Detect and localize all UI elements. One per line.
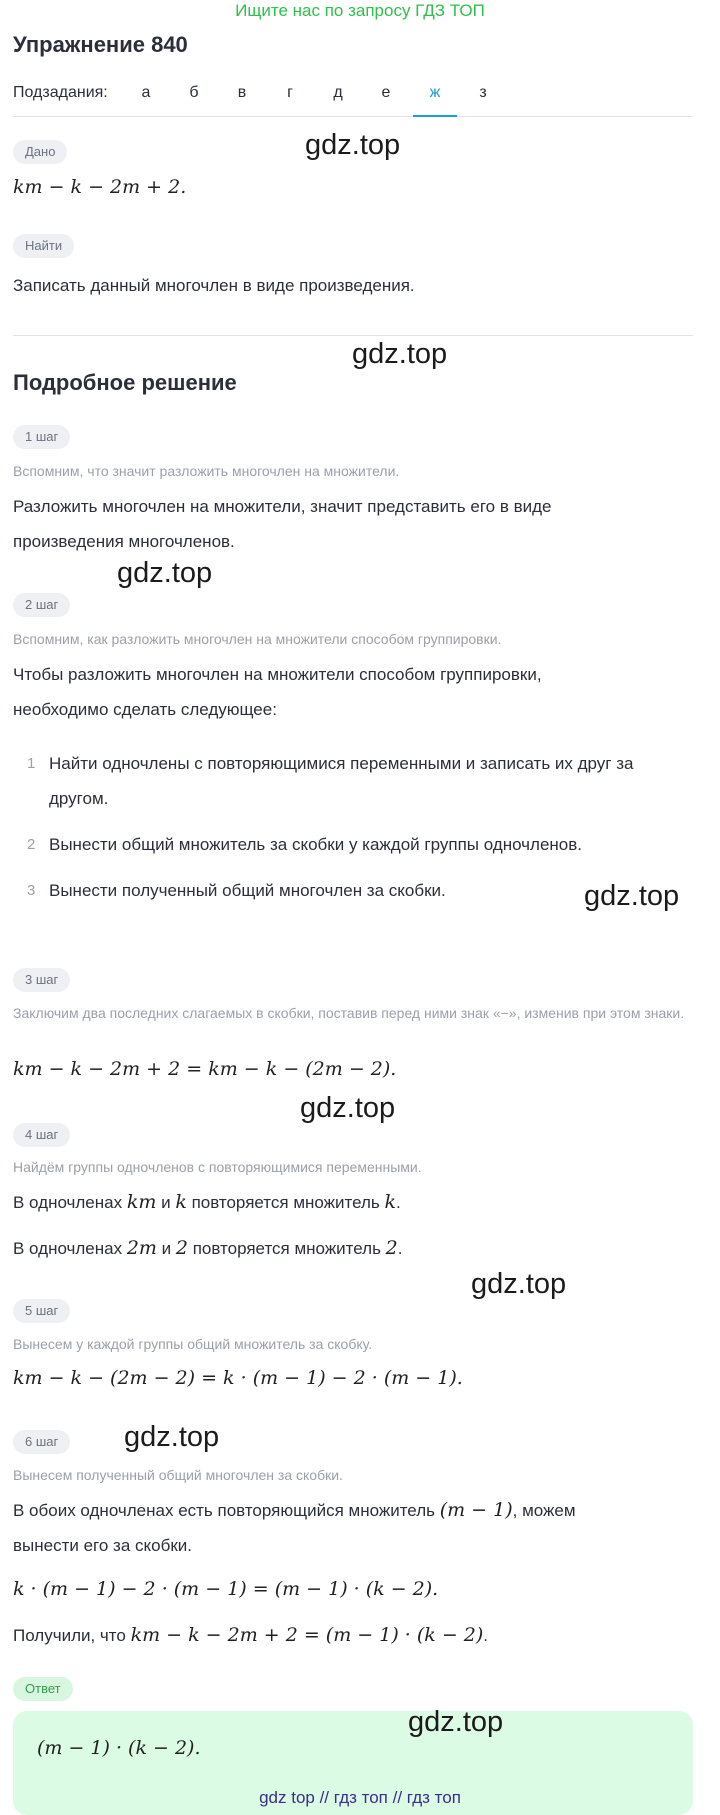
list-number: 1 (27, 755, 36, 772)
step-4-hint: Найдём группы одночленов с повторяющимися переменными. (13, 1159, 422, 1175)
list-number: 2 (27, 836, 36, 853)
list-item-text: Вынести полученный общий многочлен за скобки. (49, 881, 446, 900)
watermark: gdz.top (408, 1706, 504, 1738)
watermark: gdz.top (584, 880, 680, 912)
text-fragment: . (396, 1193, 401, 1212)
step-2-label: 2 шаг (13, 593, 70, 617)
given-label: Дано (13, 140, 67, 164)
subtask-tab-zh-active[interactable]: ж (413, 84, 457, 117)
answer-expression: (m − 1) · (k − 2). (37, 1737, 201, 1759)
given-expression: km − k − 2m + 2. (13, 176, 187, 198)
math-inline: 2 (385, 1237, 398, 1259)
subtasks-label: Подзадания: (13, 84, 108, 101)
watermark: gdz.top (352, 338, 448, 370)
find-text: Записать данный многочлен в виде произведения. (13, 276, 415, 295)
text-fragment: . (483, 1626, 489, 1645)
math-inline: (m − 1) (439, 1499, 513, 1521)
math-inline: k (175, 1191, 187, 1213)
subtask-tab-z[interactable]: з (479, 84, 487, 101)
solution-title: Подробное решение (13, 370, 237, 395)
text-fragment: . (397, 1239, 403, 1258)
watermark: gdz.top (117, 557, 213, 589)
step-6-result (13, 1618, 693, 1653)
step-1-hint: Вспомним, что значит разложить многочлен на множители. (13, 463, 400, 479)
watermark: gdz.top (124, 1421, 220, 1453)
math-inline: km (126, 1191, 157, 1213)
subtasks-nav (13, 84, 693, 117)
step-2-list-item-2 (13, 827, 693, 862)
step-5-label: 5 шаг (13, 1299, 70, 1323)
step-4-line-2 (13, 1231, 693, 1266)
subtask-tab-g[interactable]: г (287, 84, 293, 101)
subtask-tab-a[interactable]: а (141, 84, 151, 101)
list-item-text: Вынести общий множитель за скобки у каждой группы одночленов. (49, 835, 583, 854)
text-fragment: и (156, 1239, 176, 1258)
step-2-hint: Вспомним, как разложить многочлен на множители способом группировки. (13, 631, 502, 647)
step-5-expression: km − k − (2m − 2) = k · (m − 1) − 2 · (m − 1). (13, 1367, 463, 1389)
list-item-text: Найти одночлены с повторяющимися переменными и записать их друг за другом. (49, 754, 634, 808)
step-6-hint: Вынесем полученный общий многочлен за скобки. (13, 1467, 343, 1483)
step-3-expression: km − k − 2m + 2 = km − k − (2m − 2). (13, 1058, 397, 1080)
top-banner[interactable]: Ищите нас по запросу ГДЗ ТОП (235, 1, 485, 20)
find-label: Найти (13, 234, 74, 258)
step-2-list-item-1 (13, 746, 693, 816)
watermark: gdz.top (305, 129, 401, 161)
step-6-expression: k · (m − 1) − 2 · (m − 1) = (m − 1) · (k − 2). (13, 1578, 439, 1600)
subtask-tab-d[interactable]: д (333, 84, 343, 101)
text-fragment: , можем вынести его за скобки. (13, 1501, 576, 1555)
step-6-label: 6 шаг (13, 1430, 70, 1454)
text-fragment: повторяется множитель (188, 1239, 386, 1258)
text-fragment: В обоих одночленах есть повторяющийся множитель (13, 1501, 440, 1520)
watermark: gdz.top (471, 1268, 567, 1300)
math-inline: 2 (175, 1237, 188, 1259)
text-fragment: В одночленах (13, 1239, 127, 1258)
text-fragment: В одночленах (13, 1193, 127, 1212)
step-4-label: 4 шаг (13, 1123, 70, 1147)
step-3-hint: Заключим два последних слагаемых в скобки, поставив перед ними знак «−», изменив при этом знаки. (13, 1005, 685, 1021)
step-2-text: Чтобы разложить многочлен на множители способом группировки, необходимо сделать следующее: (13, 665, 542, 719)
step-1-label: 1 шаг (13, 425, 70, 449)
subtask-tab-v[interactable]: в (237, 84, 247, 101)
math-inline: 2m (126, 1237, 157, 1259)
step-3-label: 3 шаг (13, 968, 70, 992)
text-fragment: повторяется множитель (186, 1193, 385, 1212)
step-1-text: Разложить многочлен на множители, значит представить его в виде произведения многочленов. (13, 497, 552, 551)
answer-label: Ответ (13, 1677, 73, 1701)
list-number: 3 (27, 882, 36, 899)
step-6-line-1 (13, 1493, 623, 1563)
subtask-tab-b[interactable]: б (189, 84, 199, 101)
footer-links[interactable]: gdz top // гдз топ // гдз топ (259, 1788, 461, 1807)
text-fragment: и (156, 1193, 176, 1212)
watermark: gdz.top (300, 1092, 396, 1124)
math-inline: k (384, 1191, 397, 1213)
section-divider (13, 335, 693, 336)
subtask-tab-e[interactable]: е (381, 84, 391, 101)
step-4-line-1 (13, 1185, 693, 1220)
math-inline: km − k − 2m + 2 = (m − 1) · (k − 2) (130, 1624, 484, 1646)
exercise-title: Упражнение 840 (13, 32, 188, 57)
text-fragment: Получили, что (13, 1626, 131, 1645)
step-5-hint: Вынесем у каждой группы общий множитель за скобку. (13, 1336, 373, 1352)
